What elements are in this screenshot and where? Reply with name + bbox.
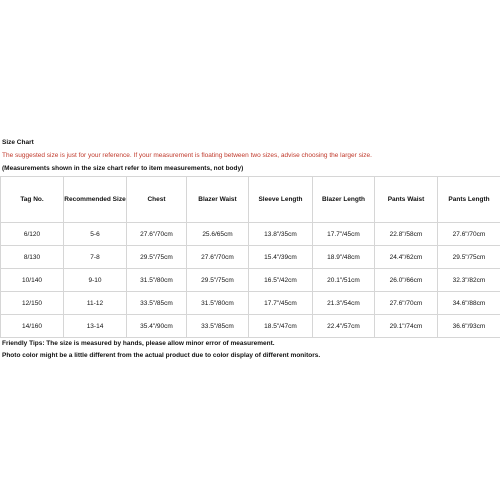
cell-sleeve-length: 18.5"/47cm: [249, 315, 313, 338]
cell-blazer-length: 20.1"/51cm: [313, 269, 375, 292]
cell-pants-waist: 27.6"/70cm: [375, 292, 438, 315]
cell-pants-length: 32.3"/82cm: [438, 269, 500, 292]
cell-blazer-length: 17.7"/45cm: [313, 223, 375, 246]
cell-pants-length: 34.6"/88cm: [438, 292, 500, 315]
table-row: [1, 246, 500, 269]
cell-chest: 33.5"/85cm: [127, 292, 187, 315]
cell-pants-length: 27.6"/70cm: [438, 223, 500, 246]
cell-blazer-waist: 33.5"/85cm: [187, 315, 249, 338]
cell-sleeve-length: 13.8"/35cm: [249, 223, 313, 246]
header-blazer-waist: Blazer Waist: [187, 177, 249, 223]
cell-tag-no: 14/160: [1, 315, 64, 338]
table-header-row: [1, 177, 500, 223]
cell-blazer-waist: 29.5"/75cm: [187, 269, 249, 292]
color-tip: Photo color might be a little different from the actual product due to color display of different monitors.: [2, 352, 321, 359]
table-row: [1, 315, 500, 338]
cell-chest: 31.5"/80cm: [127, 269, 187, 292]
cell-tag-no: 8/130: [1, 246, 64, 269]
cell-recommended-size: 7-8: [64, 246, 127, 269]
table-row: [1, 223, 500, 246]
cell-chest: 27.6"/70cm: [127, 223, 187, 246]
cell-blazer-waist: 31.5"/80cm: [187, 292, 249, 315]
cell-pants-waist: 29.1"/74cm: [375, 315, 438, 338]
cell-blazer-waist: 25.6/65cm: [187, 223, 249, 246]
cell-chest: 35.4"/90cm: [127, 315, 187, 338]
header-pants-waist: Pants Waist: [375, 177, 438, 223]
header-recommended-size: Recommended Size: [64, 177, 127, 223]
table-row: [1, 269, 500, 292]
cell-blazer-waist: 27.6"/70cm: [187, 246, 249, 269]
cell-tag-no: 6/120: [1, 223, 64, 246]
cell-pants-length: 36.6"/93cm: [438, 315, 500, 338]
table-row: [1, 292, 500, 315]
cell-sleeve-length: 16.5"/42cm: [249, 269, 313, 292]
header-tag-no: Tag No.: [1, 177, 64, 223]
size-suggestion-note: The suggested size is just for your reference. If your measurement is floating between two sizes, advise choosing the larger size.: [2, 152, 372, 159]
size-table: [0, 176, 500, 338]
cell-pants-length: 29.5"/75cm: [438, 246, 500, 269]
cell-recommended-size: 13-14: [64, 315, 127, 338]
cell-sleeve-length: 15.4"/39cm: [249, 246, 313, 269]
cell-recommended-size: 5-6: [64, 223, 127, 246]
header-blazer-length: Blazer Length: [313, 177, 375, 223]
measurement-note: (Measurements shown in the size chart refer to item measurements, not body): [2, 165, 244, 172]
cell-blazer-length: 22.4"/57cm: [313, 315, 375, 338]
header-pants-length: Pants Length: [438, 177, 500, 223]
cell-pants-waist: 26.0"/66cm: [375, 269, 438, 292]
cell-sleeve-length: 17.7"/45cm: [249, 292, 313, 315]
cell-chest: 29.5"/75cm: [127, 246, 187, 269]
cell-blazer-length: 21.3"/54cm: [313, 292, 375, 315]
size-chart-title: Size Chart: [2, 139, 34, 146]
cell-pants-waist: 24.4"/62cm: [375, 246, 438, 269]
cell-recommended-size: 11-12: [64, 292, 127, 315]
cell-recommended-size: 9-10: [64, 269, 127, 292]
cell-tag-no: 10/140: [1, 269, 64, 292]
cell-tag-no: 12/150: [1, 292, 64, 315]
header-chest: Chest: [127, 177, 187, 223]
header-sleeve-length: Sleeve Length: [249, 177, 313, 223]
friendly-tips: Friendly Tips: The size is measured by hands, please allow minor error of measurement.: [2, 340, 275, 347]
cell-blazer-length: 18.9"/48cm: [313, 246, 375, 269]
cell-pants-waist: 22.8"/58cm: [375, 223, 438, 246]
